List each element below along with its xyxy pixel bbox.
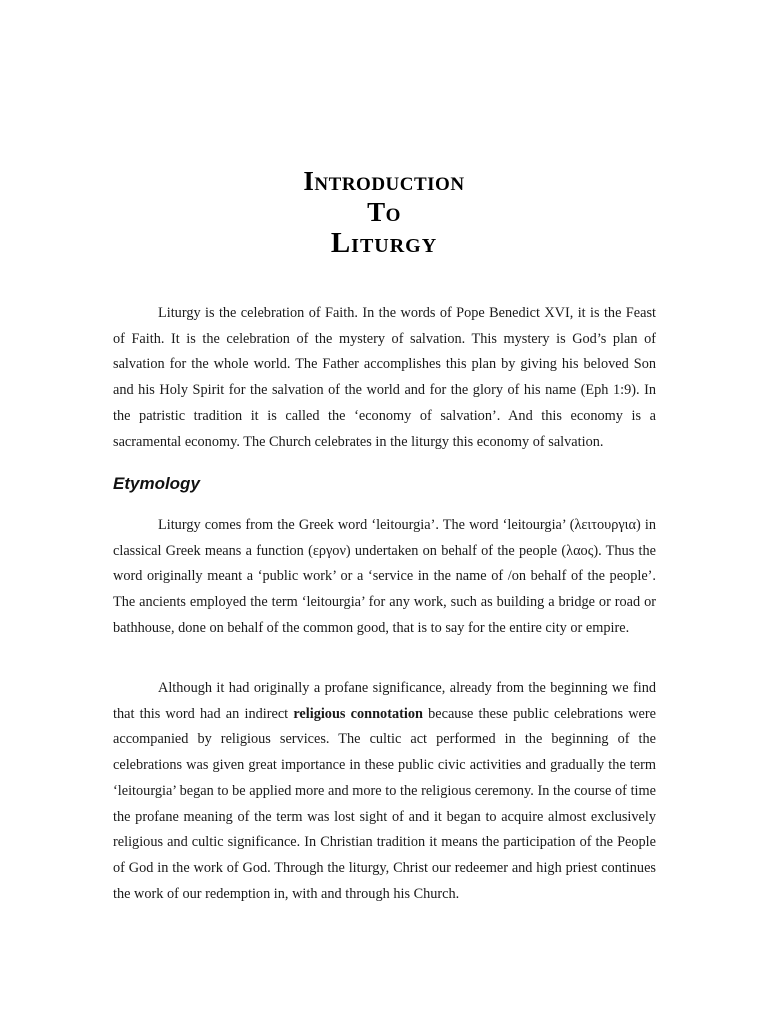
etymology-paragraph-2-block: [113, 676, 656, 907]
title-line-3: Liturgy: [330, 227, 438, 259]
title-line-1: Introduction: [303, 166, 465, 196]
etymology-paragraph-2-end: because these public celebrations were accompanied by religious services. The cultic act performed in the beginning of the celebrations was given great importance in these public civic activities and gradually the term ‘leitourgia’ began to be applied more and more to the religious ceremony. In the course of time the profane meaning of the term was lost sight of and it began to acquire almost exclusively religious and cultic significance. In Christian tradition it means the participation of the People of God in the work of God. Through the liturgy, Christ our redeemer and high priest continues the work of our redemption in, with and through his Church.: [113, 705, 656, 902]
etymology-paragraph-1: Liturgy comes from the Greek word ‘leitourgia’. The word ‘leitourgia’ (λειτουργια) in classical Greek means a function (εργον) undertaken on behalf of the people (λαος). Thus the word originally meant a ‘public work’ or a ‘service in the name of /on behalf of the people’. The ancients employed the term ‘leitourgia’ for any work, such as building a bridge or road or bathhouse, done on behalf of the common good, that is to say for the entire city or empire.: [113, 517, 656, 636]
intro-paragraph-block: [113, 301, 656, 455]
intro-paragraph: Liturgy is the celebration of Faith. In the words of Pope Benedict XVI, it is the Feast of Faith. It is the celebration of the mystery of salvation. This mystery is God’s plan of salvation for the whole world. The Father accomplishes this plan by giving his beloved Son and his Holy Spirit for the salvation of the world and for the glory of his name (Eph 1:9). In the patristic tradition it is called the ‘economy of salvation’. And this economy is a sacramental economy. The Church celebrates in the liturgy this economy of salvation.: [113, 305, 656, 450]
etymology-paragraph-1-block: [113, 513, 656, 642]
title-line-2: To: [367, 197, 401, 227]
etymology-paragraph-2: [113, 676, 656, 907]
section-heading-etymology: Etymology: [113, 474, 200, 493]
emphasis-religious-connotation: religious connotation: [293, 705, 423, 722]
etymology-paragraph-2-start: Although it had originally a profane significance, already from the beginning we find that this word had an indirect: [113, 680, 656, 722]
page-title: [0, 166, 768, 259]
